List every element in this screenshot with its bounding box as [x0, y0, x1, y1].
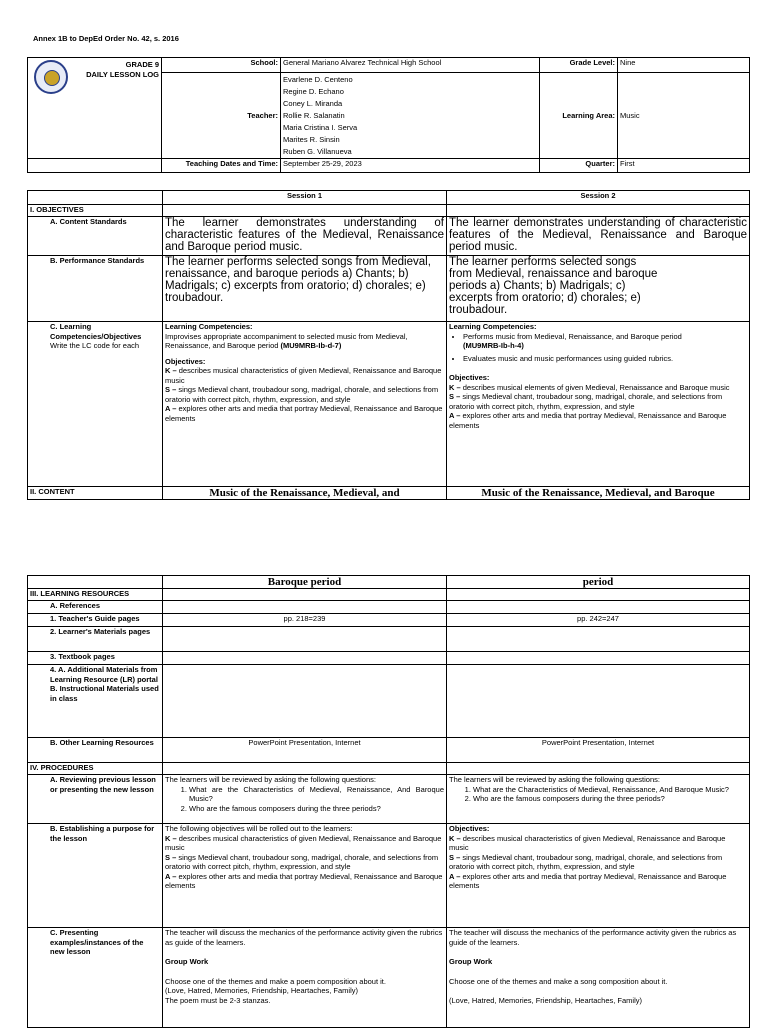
lc-item	[463, 332, 747, 351]
teacher-name: Evarlene D. Centeno	[283, 75, 353, 84]
teacher-name: Coney L. Miranda	[283, 99, 343, 108]
review-question: 2. Who are the famous composers during the three periods?	[189, 804, 444, 814]
quarter-label: Quarter:	[540, 159, 618, 173]
k-key: K –	[449, 382, 461, 392]
purpose-intro: The following objectives will be rolled out to the learners:	[165, 824, 353, 833]
learning-area-value: Music	[618, 73, 750, 159]
presenting-examples-label: C. Presenting examples/instances of the new lesson	[28, 928, 163, 1028]
review-intro: The learners will be reviewed by asking the following questions:	[165, 775, 376, 784]
objective-s	[165, 853, 444, 872]
teacher-name: Rollie R. Salanatin	[283, 111, 345, 120]
lc-text	[165, 332, 444, 351]
objectives-subheading: Objectives:	[449, 373, 490, 382]
learning-resources-heading: III. LEARNING RESOURCES	[28, 589, 163, 601]
empty-cell	[447, 205, 750, 217]
teachers-guide-s2: pp. 242=247	[447, 614, 750, 627]
objective-k	[165, 834, 444, 853]
content-standards-s2: The learner demonstrates understanding of characteristic features of the Medieval, Renaissance and Baroque period music.	[447, 217, 750, 256]
teacher-list	[281, 73, 540, 159]
learning-competencies-label-cell	[28, 322, 163, 487]
empty-cell	[447, 601, 750, 614]
empty-cell	[163, 205, 447, 217]
stanzas-text: The poem must be 2-3 stanzas.	[165, 995, 271, 1005]
s-text: sings Medieval chant, troubadour song, madrigal, chorale, and selections from oratorio with correct pitch, rhythm, expression, and style	[165, 852, 439, 871]
choose-theme-text: Choose one of the themes and make a song composition about it.	[449, 976, 668, 986]
a-text: explores other arts and media that portray Medieval, Renaissance and Baroque elements	[165, 871, 443, 890]
objective-s	[449, 392, 747, 411]
teacher-name: Ruben G. Villanueva	[283, 147, 352, 156]
objective-k	[449, 383, 747, 393]
presenting-s1	[163, 928, 447, 1028]
daily-lesson-log-title: DAILY LESSON LOG	[86, 69, 159, 79]
lc-heading: Learning Competencies:	[165, 322, 253, 331]
school-value: General Mariano Alvarez Technical High School	[281, 58, 540, 73]
empty-cell	[447, 627, 750, 652]
empty-cell	[28, 576, 163, 589]
teachers-guide-s1: pp. 218=239	[163, 614, 447, 627]
content-label: II. CONTENT	[28, 487, 163, 500]
content-standards-label: A. Content Standards	[28, 217, 163, 256]
s-key: S –	[449, 852, 461, 862]
presenting-intro: The teacher will discuss the mechanics of the performance activity given the rubrics as guide of the learners.	[449, 928, 737, 947]
learning-competencies-s2	[447, 322, 750, 487]
references-label: A. References	[28, 601, 163, 614]
performance-standards-s1: The learner performs selected songs from Medieval, renaissance, and baroque periods a) Chants; b) Madrigals; c) excerpts from oratorio; d) chorales; e) troubadour.	[163, 256, 447, 322]
school-logo-cell	[28, 58, 162, 159]
s-key: S –	[165, 852, 177, 862]
additional-materials-label: 4. A. Additional Materials from Learning Resource (LR) portal	[50, 665, 158, 684]
lesson-table-page-2	[27, 575, 750, 1028]
reviewing-s2	[447, 775, 750, 824]
content-s1-line1: Music of the Renaissance, Medieval, and	[163, 487, 447, 500]
group-work-label: Group Work	[449, 957, 493, 966]
deped-seal-icon	[34, 60, 68, 94]
content-standards-s1: The learner demonstrates understanding of characteristic features of the Medieval, Renaissance and Baroque period music.	[163, 217, 447, 256]
school-label: School:	[162, 58, 281, 73]
s-key: S –	[449, 392, 461, 401]
reviewing-previous-lesson-label: A. Reviewing previous lesson or presenting the new lesson	[28, 775, 163, 824]
objective-s	[449, 853, 747, 872]
themes-text: (Love, Hatred, Memories, Friendship, Heartaches, Family)	[165, 986, 358, 995]
teaching-dates-value: September 25-29, 2023	[281, 159, 540, 173]
k-text: describes musical characteristics of given Medieval, Renaissance and Baroque music	[165, 366, 442, 385]
teacher-name: Maria Cristina I. Serva	[283, 123, 358, 132]
empty-cell	[163, 652, 447, 665]
a-key: A –	[449, 871, 461, 881]
content-s1-line2: Baroque period	[163, 576, 447, 589]
grade-label: GRADE 9	[125, 60, 159, 69]
empty-cell	[163, 589, 447, 601]
empty-cell	[163, 665, 447, 738]
empty-cell	[447, 589, 750, 601]
choose-theme-text: Choose one of the themes and make a poem composition about it.	[165, 976, 386, 986]
s-text: sings Medieval chant, troubadour song, madrigal, chorale, and selections from oratorio with correct pitch, rhythm, expression, and style	[165, 385, 439, 404]
learners-materials-label: 2. Learner's Materials pages	[28, 627, 163, 652]
empty-cell	[447, 652, 750, 665]
k-text: describes musical characteristics of given Medieval, Renaissance and Baroque music	[449, 833, 726, 852]
textbook-label: 3. Textbook pages	[28, 652, 163, 665]
presenting-s2	[447, 928, 750, 1028]
teaching-dates-label: Teaching Dates and Time:	[162, 159, 281, 173]
a-key: A –	[165, 404, 177, 413]
group-work-label: Group Work	[165, 957, 209, 966]
other-resources-s2: PowerPoint Presentation, Internet	[447, 738, 750, 763]
establishing-purpose-label: B. Establishing a purpose for the lesson	[28, 824, 163, 928]
lc-code: (MU9MRB-Ib-d-7)	[280, 341, 342, 350]
review-questions	[449, 785, 747, 804]
empty-cell	[163, 763, 447, 775]
objective-a	[165, 404, 444, 423]
quarter-value: First	[618, 159, 750, 173]
lc-item	[463, 354, 747, 364]
objectives-heading: I. OBJECTIVES	[28, 205, 163, 217]
a-key: A –	[165, 871, 177, 881]
procedures-heading: IV. PROCEDURES	[28, 763, 163, 775]
learning-competencies-label: C. Learning Competencies/Objectives	[50, 322, 142, 341]
k-key: K –	[165, 833, 177, 843]
a-text: explores other arts and media that portray Medieval, Renaissance and Baroque elements	[449, 871, 727, 890]
lc-code-note: Write the LC code for each	[50, 341, 140, 350]
s-text: sings Medieval chant, troubadour song, madrigal, chorale, and selections from oratorio with correct pitch, rhythm, expression, and style	[449, 852, 723, 871]
teacher-name: Marites R. Sinsin	[283, 135, 340, 144]
objective-k	[165, 366, 444, 385]
lc-description: Improvises appropriate accompaniment to selected music from Medieval, Renaissance, and Baroque period	[165, 331, 408, 350]
a-text: explores other arts and media that portray Medieval, Renaissance and Baroque elements	[449, 411, 727, 430]
empty-cell	[28, 159, 162, 173]
grade-level-label: Grade Level:	[540, 58, 618, 73]
additional-materials-label-cell	[28, 665, 163, 738]
objectives-subheading: Objectives:	[165, 356, 206, 366]
teacher-name: Regine D. Echano	[283, 87, 344, 96]
k-text: describes musical elements of given Medieval, Renaissance and Baroque music	[460, 382, 730, 392]
lc-list	[449, 332, 747, 364]
content-s2-line2: period	[447, 576, 750, 589]
k-key: K –	[165, 366, 177, 375]
review-question: 2. Who are the famous composers during the three periods?	[473, 794, 747, 804]
performance-standards-label: B. Performance Standards	[28, 256, 163, 322]
s-key: S –	[165, 385, 177, 394]
objective-a	[165, 872, 444, 891]
objective-a	[449, 872, 747, 891]
teachers-guide-label: 1. Teacher's Guide pages	[28, 614, 163, 627]
empty-cell	[163, 601, 447, 614]
k-key: K –	[449, 833, 461, 843]
teacher-label: Teacher:	[162, 73, 281, 159]
themes-text: (Love, Hatred, Memories, Friendship, Heartaches, Family)	[449, 996, 642, 1005]
empty-cell	[28, 191, 163, 205]
objective-k	[449, 834, 747, 853]
review-question: 1. What are the Characteristics of Medieval, Renaissance, And Baroque Music?	[189, 785, 444, 804]
lc-heading: Learning Competencies:	[449, 322, 537, 331]
session-1-header: Session 1	[163, 191, 447, 205]
presenting-intro: The teacher will discuss the mechanics of the performance activity given the rubrics as guide of the learners.	[165, 928, 443, 947]
lc-code: (MU9MRB-Ib-h-4)	[463, 341, 524, 350]
reviewing-s1	[163, 775, 447, 824]
objective-s	[165, 385, 444, 404]
review-intro: The learners will be reviewed by asking the following questions:	[449, 775, 660, 784]
other-resources-label: B. Other Learning Resources	[28, 738, 163, 763]
lc-item-text: Performs music from Medieval, Renaissance, and Baroque period	[463, 331, 682, 341]
content-s2-line1: Music of the Renaissance, Medieval, and Baroque	[447, 487, 750, 500]
header-table	[27, 57, 750, 173]
other-resources-s1: PowerPoint Presentation, Internet	[163, 738, 447, 763]
a-key: A –	[449, 411, 461, 420]
purpose-intro: Objectives:	[449, 824, 490, 833]
learning-area-label: Learning Area:	[540, 73, 618, 159]
performance-standards-s2: The learner performs selected songs from Medieval, renaissance and baroque periods a) Chants; b) Madrigals; c) excerpts from oratorio; d) chorales; e) troubadour.	[447, 256, 750, 322]
learning-competencies-s1	[163, 322, 447, 487]
lesson-table-page-1	[27, 190, 750, 500]
a-text: explores other arts and media that portray Medieval, Renaissance and Baroque elements	[165, 404, 443, 423]
empty-cell	[447, 665, 750, 738]
purpose-s2	[447, 824, 750, 928]
empty-cell	[163, 627, 447, 652]
purpose-s1	[163, 824, 447, 928]
lc-item-text: Evaluates music and music performances using guided rubrics.	[463, 353, 674, 363]
empty-cell	[447, 763, 750, 775]
review-question: 1. What are the Characteristics of Medieval, Renaissance, And Baroque Music?	[473, 785, 747, 795]
objective-a	[449, 411, 747, 430]
session-2-header: Session 2	[447, 191, 750, 205]
annex-title: Annex 1B to DepEd Order No. 42, s. 2016	[33, 34, 179, 43]
grade-level-value: Nine	[618, 58, 750, 73]
k-text: describes musical characteristics of given Medieval, Renaissance and Baroque music	[165, 833, 442, 852]
review-questions	[165, 785, 444, 814]
instructional-materials-label: B. Instructional Materials used in class	[50, 684, 159, 703]
s-text: sings Medieval chant, troubadour song, madrigal, chorale, and selections from oratorio with correct pitch, rhythm, expression, and style	[449, 392, 723, 411]
